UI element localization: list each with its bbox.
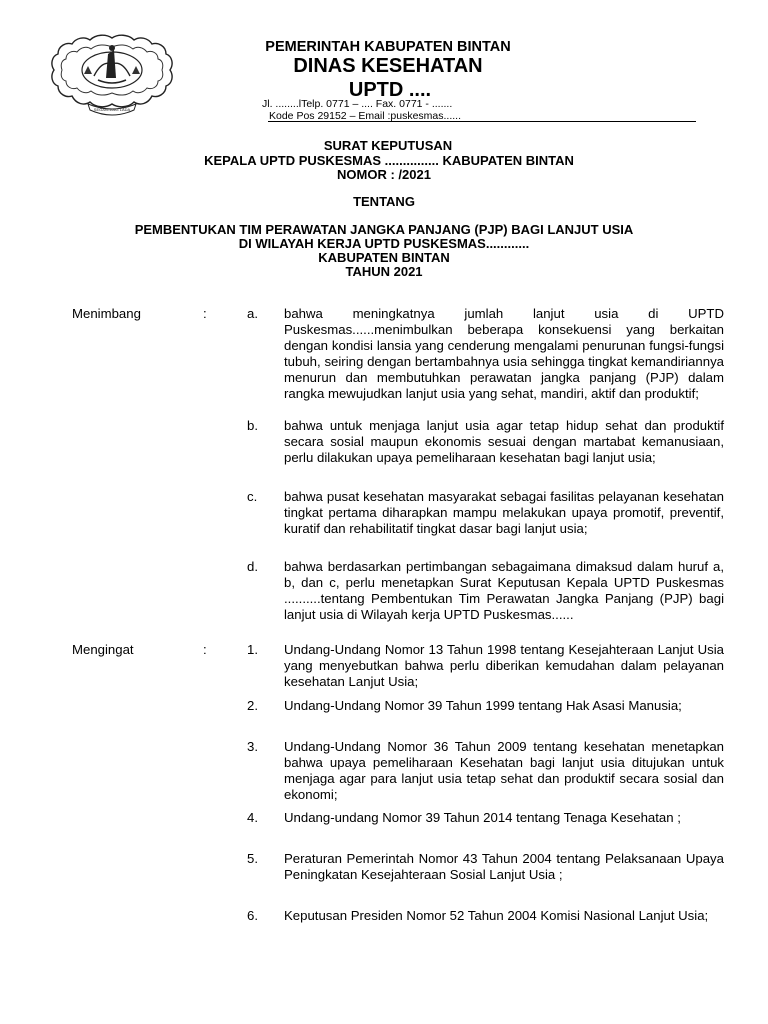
mengingat-label: Mengingat <box>72 642 134 657</box>
mengingat-marker: 3. <box>247 739 258 754</box>
about-label: TENTANG <box>353 194 415 209</box>
subject-line-4: TAHUN 2021 <box>345 264 423 279</box>
mengingat-point: Undang-Undang Nomor 39 Tahun 1999 tentang Hak Asasi Manusia; <box>284 698 682 713</box>
menimbang-marker: a. <box>247 306 258 321</box>
decree-issuer: KEPALA UPTD PUSKESMAS ............... KABUPATEN BINTAN <box>204 153 574 168</box>
subject-line-2: DI WILAYAH KERJA UPTD PUSKESMAS............ <box>238 236 530 251</box>
department-name: DINAS KESEHATAN <box>293 55 483 77</box>
address-line: Jl. ........lTelp. 0771 – .... Fax. 0771 - ....... <box>262 98 453 110</box>
mengingat-marker: 5. <box>247 851 258 866</box>
mengingat-marker: 6. <box>247 908 258 923</box>
decree-type: SURAT KEPUTUSAN <box>323 138 453 153</box>
government-name: PEMERINTAH KABUPATEN BINTAN <box>265 39 511 55</box>
menimbang-colon: : <box>203 306 207 321</box>
mengingat-point: Keputusan Presiden Nomor 52 Tahun 2004 Komisi Nasional Lanjut Usia; <box>284 908 709 923</box>
menimbang-point: bahwa untuk menjaga lanjut usia agar tetap hidup sehat dan produktif secara sosial maupun ekonomis sesuai dengan martabat kemanusiaan, perlu dilakukan upaya pemeliharaan kesehatan bagi lanjut usia; <box>284 418 724 465</box>
postal-email-line: Kode Pos 29152 – Email :puskesmas...... <box>269 110 462 122</box>
menimbang-marker: c. <box>247 489 258 504</box>
menimbang-marker: b. <box>247 418 258 433</box>
mengingat-colon: : <box>203 642 207 657</box>
unit-name: UPTD .... <box>348 79 432 101</box>
decree-number: NOMOR : /2021 <box>337 167 431 182</box>
menimbang-marker: d. <box>247 559 258 574</box>
svg-text:SEGANTANG LADA: SEGANTANG LADA <box>93 107 131 112</box>
mengingat-marker: 1. <box>247 642 258 657</box>
menimbang-label: Menimbang <box>72 306 141 321</box>
mengingat-point: Undang-Undang Nomor 13 Tahun 1998 tentang Kesejahteraan Lanjut Usia yang menyebutkan bahwa perlu diberikan kemudahan dalam pelayanan kesehatan Lanjut Usia; <box>284 642 724 689</box>
mengingat-point: Undang-undang Nomor 39 Tahun 2014 tentang Tenaga Kesehatan ; <box>284 810 681 825</box>
mengingat-marker: 4. <box>247 810 258 825</box>
subject-line-3: KABUPATEN BINTAN <box>318 250 450 265</box>
menimbang-point: bahwa meningkatnya jumlah lanjut usia di UPTD Puskesmas......menimbulkan beberapa konsekuensi yang berkaitan dengan kondisi lansia yang cenderung mengalami penurunan fungsi-fungsi tubuh, seiring dengan bertambahnya usia sehingga tingkat kemandiriannya menurun dan membutuhkan perawatan jangka panjang (PJP) dalam rangka mewujudkan lanjut usia yang sehat, mandiri, aktif dan produktif; <box>284 306 724 401</box>
mengingat-point: Peraturan Pemerintah Nomor 43 Tahun 2004 tentang Pelaksanaan Upaya Peningkatan Kesejahteraan Sosial Lanjut Usia ; <box>284 851 724 882</box>
mengingat-point: Undang-Undang Nomor 36 Tahun 2009 tentang kesehatan menetapkan bahwa upaya pemeliharaan Kesehatan bagi lanjut usia ditujukan untuk menjaga agar para lanjut usia tetap sehat dan produktif secara sosial dan ekonomi; <box>284 739 724 802</box>
menimbang-point: bahwa pusat kesehatan masyarakat sebagai fasilitas pelayanan kesehatan tingkat pertama diharapkan mampu melakukan upaya promotif, preventif, kuratif dan rehabilitatif tingkat dasar bagi lanjut usia; <box>284 489 724 536</box>
subject-line-1: PEMBENTUKAN TIM PERAWATAN JANGKA PANJANG (PJP) BAGI LANJUT USIA <box>134 222 634 237</box>
letterhead-rule <box>268 121 696 122</box>
mengingat-marker: 2. <box>247 698 258 713</box>
menimbang-point: bahwa berdasarkan pertimbangan sebagaimana dimaksud dalam huruf a, b, dan c, perlu menetapkan Surat Keputusan Kepala UPTD Puskesmas ..........tentang Pembentukan Tim Perawatan Jangka Panjang (PJP) bagi lanjut usia di Wilayah kerja UPTD Puskesmas...... <box>284 559 724 622</box>
